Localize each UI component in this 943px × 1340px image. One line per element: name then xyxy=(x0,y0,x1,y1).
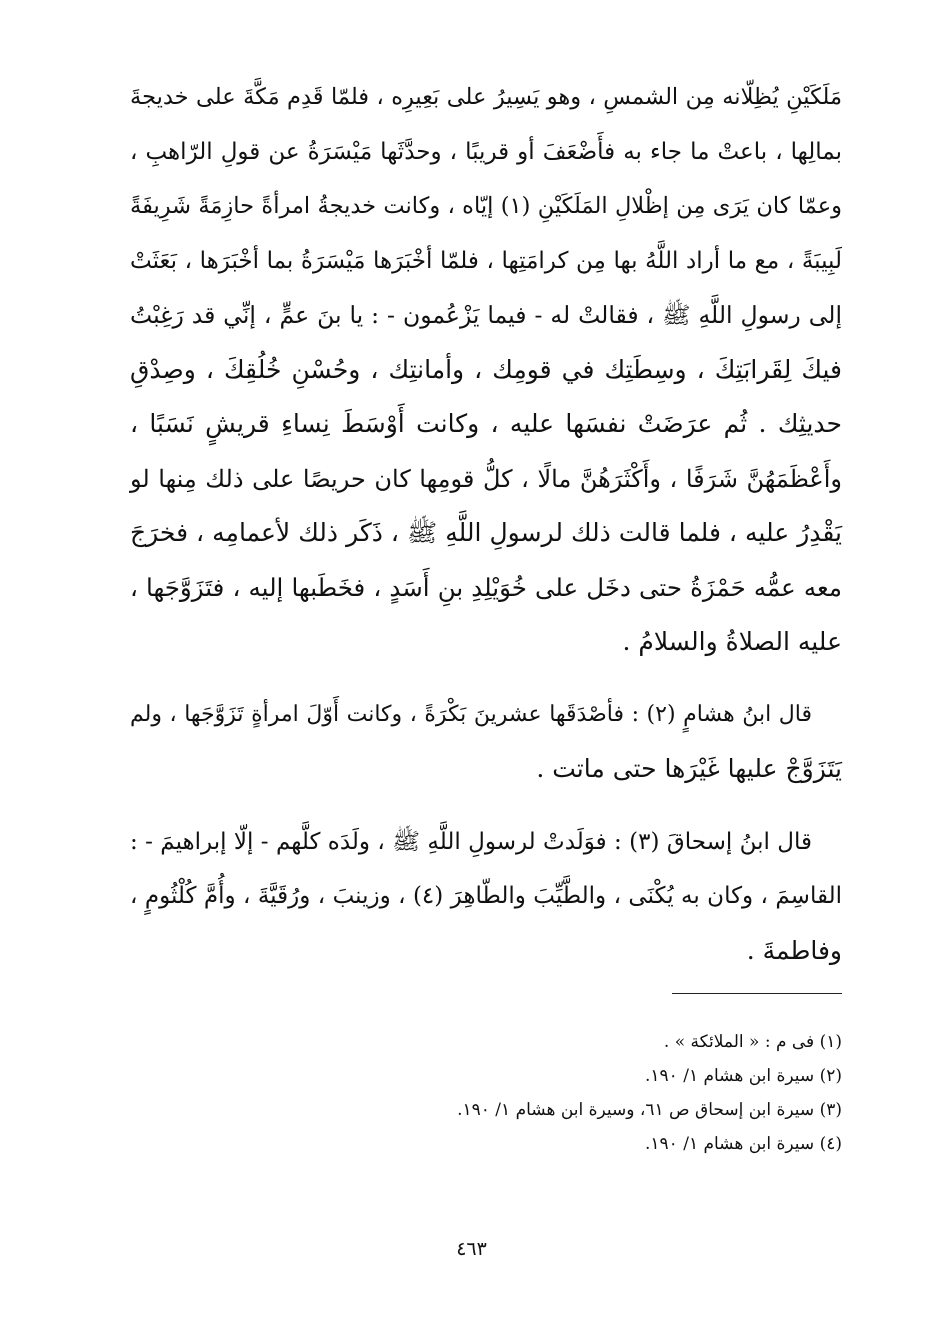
text-line: قال ابنُ هشامٍ (٢) : فأصْدَقَها عشرينَ بَكْرَةً ، وكانت أَوّلَ امرأةٍ تَزَوَّجَها ، ولم xyxy=(130,701,812,727)
text-line: يَقْدِرُ عليه ، فلما قالت ذلك لرسولِ اللَّهِ ﷺ ، ذَكَر ذلك لأعمامِه ، فخرَجَ xyxy=(130,518,842,547)
footnotes xyxy=(142,1025,842,1161)
footnote: (١) فى م : « الملائكة » . xyxy=(663,1032,842,1052)
page-number: ٤٦٣ xyxy=(456,1238,487,1260)
paragraph xyxy=(130,70,842,670)
text-line: قال ابنُ إسحاقَ (٣) : فوَلَدتْ لرسولِ اللَّهِ ﷺ ، ولَدَه كلَّهم - إلّا إبراهيمَ - : xyxy=(130,828,813,855)
text-line: عليه الصلاةُ والسلامُ . xyxy=(622,627,842,656)
paragraph xyxy=(130,815,842,979)
footnote: (٢) سيرة ابن هشام ١/ ١٩٠. xyxy=(644,1066,842,1086)
text-line: مَلَكَيْنِ يُظِلّانه مِن الشمسِ ، وهو يَسِيرُ على بَعِيرِه ، فلمّا قَدِم مَكَّةَ على خديجةَ xyxy=(130,84,842,110)
paragraph-spacer xyxy=(130,797,842,815)
footnote: (٣) سيرة ابن إسحاق ص ٦١، وسيرة ابن هشام ١/ ١٩٠. xyxy=(457,1100,842,1120)
main-text xyxy=(130,70,842,978)
text-line: معه عمُّه حَمْزَةُ حتى دخَل على خُوَيْلِدِ بنِ أَسَدٍ ، فخَطَبها إليه ، فتَزَوَّجَها ، xyxy=(130,572,842,602)
text-line: القاسِمَ ، وكان به يُكْنَى ، والطَّيِّبَ والطّاهِرَ (٤) ، وزينبَ ، ورُقَيَّةَ ، وأُمَّ كُلْثُومٍ ، xyxy=(130,883,842,909)
text-line: لَبِيبَةً ، مع ما أراد اللَّهُ بها مِن كرامَتِها ، فلمّا أخْبَرَها مَيْسَرَةُ بما أخْبَرَها ، بَعَثَتْ xyxy=(130,247,842,274)
paragraph xyxy=(130,688,842,797)
text-line: يَتَزَوَّجْ عليها غَيْرَها حتى ماتت . xyxy=(536,754,842,783)
footnote: (٤) سيرة ابن هشام ١/ ١٩٠. xyxy=(644,1134,842,1154)
paragraph-spacer xyxy=(130,670,842,688)
text-line: إلى رسولِ اللَّهِ ﷺ ، فقالتْ له - فيما يَزْعُمون - : يا بنَ عمٍّ ، إنِّي قد رَغِبْتُ xyxy=(130,301,842,329)
text-line: وعمّا كان يَرَى مِن إظْلالِ المَلَكَيْنِ (١) إيّاه ، وكانت خديجةُ امرأةً حازِمَةً شَرِيفَةً xyxy=(130,193,842,219)
text-line: وفاطمةَ . xyxy=(746,935,842,965)
text-line: حديثِك . ثُم عرَضَتْ نفسَها عليه ، وكانت أَوْسَطَ نِساءِ قريشٍ نَسَبًا ، xyxy=(130,409,842,438)
text-line: وأَعْظَمَهُنَّ شَرَفًا ، وأَكْثَرَهُنَّ مالًا ، كلُّ قومِها كان حريصًا على ذلك مِنها لو xyxy=(130,464,842,493)
text-line: فيكَ لِقَرابَتِكَ ، وسِطَتِك في قومِك ، وأمانتِك ، وحُسْنِ خُلُقِكَ ، وصِدْقِ xyxy=(130,354,842,384)
text-line: بمالِها ، باعتْ ما جاء به فأَضْعَفَ أو قريبًا ، وحدَّثَها مَيْسَرَةُ عن قولِ الرّاهبِ ، xyxy=(130,138,842,165)
footnote-separator xyxy=(672,993,842,994)
